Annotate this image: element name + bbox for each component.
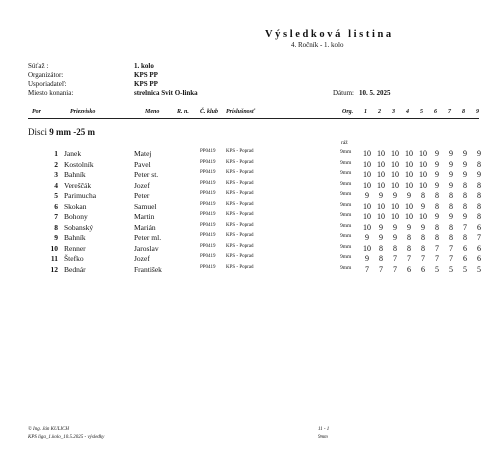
header-series-7: 7 bbox=[448, 109, 451, 115]
row-score-series-1: 9 bbox=[365, 191, 369, 200]
row-rank: 6 bbox=[54, 201, 58, 211]
row-score-series-6: 5 bbox=[435, 264, 439, 274]
row-score-series-8: 6 bbox=[463, 254, 467, 263]
row-score-series-1: 10 bbox=[363, 222, 371, 232]
row-club-number: PP0419 bbox=[200, 264, 216, 270]
row-surname: Kostolník bbox=[64, 159, 94, 169]
row-score-series-6: 8 bbox=[435, 222, 439, 232]
row-rank: 8 bbox=[54, 222, 58, 232]
row-surname: Skokan bbox=[64, 201, 87, 211]
row-affiliation: KPS - Poprad bbox=[226, 222, 254, 228]
discipline-value: 9 mm -25 m bbox=[49, 127, 95, 137]
row-score-series-8: 8 bbox=[463, 233, 467, 242]
footer-left bbox=[28, 426, 104, 442]
header-series-1: 1 bbox=[364, 109, 367, 115]
footer-file: KPS liga_1.kolo_10.5.2025 - výsledky bbox=[28, 435, 105, 440]
row-club-number: PP0419 bbox=[200, 170, 216, 175]
row-score-series-5: 7 bbox=[421, 254, 425, 263]
header-series-4: 4 bbox=[406, 109, 409, 115]
row-club-number: PP0419 bbox=[200, 159, 216, 165]
row-score-series-1: 9 bbox=[365, 254, 369, 263]
row-score-series-4: 8 bbox=[407, 243, 411, 253]
row-score-series-3: 10 bbox=[391, 170, 399, 179]
row-caliber: 9mm bbox=[340, 170, 352, 176]
row-score-series-3: 10 bbox=[391, 212, 399, 221]
row-score-series-9: 6 bbox=[477, 254, 481, 263]
row-score-series-1: 10 bbox=[363, 212, 371, 221]
row-first-name: Peter ml. bbox=[134, 233, 162, 242]
row-first-name: Matej bbox=[134, 149, 152, 158]
header-org: Org. bbox=[342, 109, 354, 115]
row-score-series-9: 9 bbox=[477, 149, 481, 158]
row-score-series-2: 10 bbox=[377, 201, 385, 211]
row-score-series-6: 8 bbox=[435, 191, 439, 200]
row-score-series-3: 7 bbox=[393, 264, 397, 274]
row-affiliation: KPS - Poprad bbox=[226, 149, 254, 154]
row-score-series-3: 9 bbox=[393, 191, 397, 200]
row-first-name: Jaroslav bbox=[134, 243, 159, 253]
row-score-series-1: 10 bbox=[363, 243, 371, 253]
row-caliber: 9mm bbox=[340, 233, 352, 239]
row-score-series-2: 9 bbox=[379, 222, 383, 232]
row-score-series-2: 9 bbox=[379, 191, 383, 200]
row-score-series-1: 10 bbox=[363, 159, 371, 169]
row-score-series-2: 9 bbox=[379, 233, 383, 242]
row-score-series-1: 10 bbox=[363, 149, 371, 158]
row-rank: 12 bbox=[50, 264, 58, 274]
row-score-series-9: 7 bbox=[477, 233, 481, 242]
row-score-series-9: 8 bbox=[477, 212, 481, 221]
header-series-8: 8 bbox=[462, 109, 465, 115]
row-score-series-5: 10 bbox=[419, 180, 427, 190]
row-score-series-3: 8 bbox=[393, 243, 397, 253]
row-score-series-8: 9 bbox=[463, 212, 467, 221]
row-score-series-2: 10 bbox=[377, 159, 385, 169]
row-score-series-4: 10 bbox=[405, 159, 413, 169]
row-rank: 3 bbox=[54, 170, 58, 179]
row-club-number: PP0419 bbox=[200, 212, 216, 217]
row-score-series-3: 9 bbox=[393, 222, 397, 232]
row-score-series-7: 9 bbox=[449, 159, 453, 169]
row-rank: 2 bbox=[54, 159, 58, 169]
row-club-number: PP0419 bbox=[200, 243, 216, 249]
info-value-competition: 1. kolo bbox=[134, 62, 154, 70]
row-score-series-7: 9 bbox=[449, 212, 453, 221]
row-affiliation: KPS - Poprad bbox=[226, 264, 254, 270]
row-score-series-7: 9 bbox=[449, 170, 453, 179]
row-score-series-6: 9 bbox=[435, 212, 439, 221]
row-caliber: 9mm bbox=[340, 264, 352, 271]
row-caliber: 9mm bbox=[340, 254, 352, 260]
date-label: Dátum: bbox=[333, 89, 354, 97]
row-score-series-7: 8 bbox=[449, 191, 453, 200]
row-score-series-4: 10 bbox=[405, 149, 413, 158]
row-surname: Renner bbox=[64, 243, 86, 253]
header-club-number: Č. klub bbox=[200, 109, 219, 115]
row-score-series-5: 10 bbox=[419, 212, 427, 221]
row-affiliation: KPS - Poprad bbox=[226, 180, 254, 186]
row-score-series-4: 7 bbox=[407, 254, 411, 263]
row-score-series-8: 8 bbox=[463, 201, 467, 211]
row-surname: Bednár bbox=[64, 264, 86, 274]
row-rank: 7 bbox=[54, 212, 58, 221]
info-value-organizer: KPS PP bbox=[134, 71, 158, 79]
row-score-series-5: 10 bbox=[419, 159, 427, 169]
row-surname: Janek bbox=[64, 149, 82, 158]
row-affiliation: KPS - Poprad bbox=[226, 233, 254, 238]
row-surname: Parimucha bbox=[64, 191, 97, 200]
footer-page: 11 - 1 bbox=[318, 427, 330, 432]
info-label-host: Usporiadateľ: bbox=[28, 80, 67, 88]
row-score-series-6: 9 bbox=[435, 170, 439, 179]
row-score-series-6: 9 bbox=[435, 159, 439, 169]
row-score-series-4: 10 bbox=[405, 170, 413, 179]
row-score-series-5: 10 bbox=[419, 170, 427, 179]
row-score-series-7: 7 bbox=[449, 254, 453, 263]
row-caliber: 9mm bbox=[340, 212, 352, 218]
row-score-series-7: 7 bbox=[449, 243, 453, 253]
row-club-number: PP0419 bbox=[200, 180, 216, 186]
row-score-series-3: 10 bbox=[391, 149, 399, 158]
row-score-series-1: 10 bbox=[363, 170, 371, 179]
row-score-series-6: 9 bbox=[435, 180, 439, 190]
row-score-series-7: 8 bbox=[449, 222, 453, 232]
row-club-number: PP0419 bbox=[200, 191, 216, 196]
row-score-series-7: 5 bbox=[449, 264, 453, 274]
row-score-series-8: 6 bbox=[463, 243, 467, 253]
row-score-series-5: 9 bbox=[421, 201, 425, 211]
row-score-series-4: 10 bbox=[405, 212, 413, 221]
row-caliber: 9mm bbox=[340, 243, 352, 250]
row-first-name: Pavel bbox=[134, 159, 151, 169]
header-birth-year: R. n. bbox=[177, 109, 189, 115]
row-score-series-9: 8 bbox=[477, 180, 481, 190]
row-score-series-8: 9 bbox=[463, 170, 467, 179]
row-affiliation: KPS - Poprad bbox=[226, 201, 254, 207]
row-score-series-4: 10 bbox=[405, 180, 413, 190]
row-score-series-4: 8 bbox=[407, 233, 411, 242]
row-score-series-3: 7 bbox=[393, 254, 397, 263]
row-club-number: PP0419 bbox=[200, 201, 216, 207]
header-series-2: 2 bbox=[378, 109, 381, 115]
row-surname: Štefko bbox=[64, 254, 84, 263]
row-affiliation: KPS - Poprad bbox=[226, 191, 254, 196]
document-title: Výsledková listina bbox=[265, 29, 394, 40]
info-label-competition: Súťaž : bbox=[28, 62, 49, 70]
row-score-series-5: 8 bbox=[421, 233, 425, 242]
document-subtitle: 4. Ročník - 1. kolo bbox=[291, 41, 344, 49]
row-score-series-1: 10 bbox=[363, 201, 371, 211]
row-score-series-6: 9 bbox=[435, 149, 439, 158]
row-score-series-9: 5 bbox=[477, 264, 481, 274]
row-caliber: 9mm bbox=[340, 149, 352, 155]
header-series-9: 9 bbox=[476, 109, 479, 115]
row-score-series-9: 9 bbox=[477, 170, 481, 179]
row-caliber: 9mm bbox=[340, 191, 352, 197]
row-club-number: PP0419 bbox=[200, 254, 216, 259]
row-first-name: Peter st. bbox=[134, 170, 159, 179]
row-score-series-7: 9 bbox=[449, 180, 453, 190]
row-score-series-6: 7 bbox=[435, 243, 439, 253]
row-surname: Bohony bbox=[64, 212, 88, 221]
row-score-series-9: 8 bbox=[477, 159, 481, 169]
row-score-series-1: 7 bbox=[365, 264, 369, 274]
row-score-series-3: 10 bbox=[391, 159, 399, 169]
row-score-series-4: 9 bbox=[407, 222, 411, 232]
row-caliber: 9mm bbox=[340, 222, 352, 229]
row-score-series-9: 6 bbox=[477, 243, 481, 253]
footer-author: © Ing. Ján KULICH bbox=[28, 427, 70, 432]
row-score-series-7: 8 bbox=[449, 201, 453, 211]
row-score-series-3: 10 bbox=[391, 180, 399, 190]
row-score-series-1: 10 bbox=[363, 180, 371, 190]
row-score-series-7: 8 bbox=[449, 233, 453, 242]
row-score-series-7: 9 bbox=[449, 149, 453, 158]
row-score-series-8: 9 bbox=[463, 159, 467, 169]
row-score-series-5: 9 bbox=[421, 222, 425, 232]
row-score-series-9: 6 bbox=[477, 222, 481, 232]
row-first-name: Samuel bbox=[134, 201, 157, 211]
row-affiliation: KPS - Poprad bbox=[226, 254, 254, 259]
header-series-3: 3 bbox=[392, 109, 395, 115]
row-surname: Bahník bbox=[64, 170, 86, 179]
row-rank: 5 bbox=[54, 191, 58, 200]
row-surname: Bahník bbox=[64, 233, 86, 242]
row-score-series-8: 9 bbox=[463, 149, 467, 158]
header-surname: Priezvisko bbox=[70, 109, 96, 115]
row-first-name: Peter bbox=[134, 191, 150, 200]
info-value-host: KPS PP bbox=[134, 80, 158, 88]
row-surname: Sobanský bbox=[64, 222, 94, 232]
row-first-name: Jozef bbox=[134, 180, 150, 190]
header-affiliation: Príslušnosť bbox=[226, 109, 256, 115]
info-value-venue: strelnica Svit O-linka bbox=[134, 89, 198, 97]
row-caliber: 9mm bbox=[340, 159, 352, 166]
row-rank: 1 bbox=[54, 149, 58, 158]
caliber-header: ráž bbox=[341, 140, 348, 146]
row-rank: 10 bbox=[50, 243, 58, 253]
row-score-series-2: 7 bbox=[379, 264, 383, 274]
row-score-series-2: 10 bbox=[377, 149, 385, 158]
row-rank: 4 bbox=[54, 180, 58, 190]
row-score-series-4: 9 bbox=[407, 191, 411, 200]
row-first-name: František bbox=[134, 264, 162, 274]
header-series-6: 6 bbox=[434, 109, 437, 115]
row-score-series-3: 10 bbox=[391, 201, 399, 211]
row-score-series-4: 10 bbox=[405, 201, 413, 211]
row-score-series-6: 8 bbox=[435, 201, 439, 211]
info-label-organizer: Organizátor: bbox=[28, 71, 64, 79]
info-label-venue: Miesto konania: bbox=[28, 89, 74, 97]
discipline-label: Disci bbox=[28, 127, 47, 137]
row-club-number: PP0419 bbox=[200, 222, 216, 228]
row-score-series-6: 8 bbox=[435, 233, 439, 242]
row-first-name: Jozef bbox=[134, 254, 150, 263]
row-score-series-1: 9 bbox=[365, 233, 369, 242]
row-score-series-4: 6 bbox=[407, 264, 411, 274]
row-score-series-6: 7 bbox=[435, 254, 439, 263]
row-caliber: 9mm bbox=[340, 180, 352, 187]
footer-middle bbox=[318, 426, 329, 442]
row-score-series-2: 10 bbox=[377, 170, 385, 179]
row-score-series-9: 8 bbox=[477, 191, 481, 200]
row-score-series-8: 8 bbox=[463, 191, 467, 200]
row-first-name: Marián bbox=[134, 222, 156, 232]
footer-caliber: 9mm bbox=[318, 435, 328, 440]
row-score-series-8: 7 bbox=[463, 222, 467, 232]
row-surname: Vereščák bbox=[64, 180, 92, 190]
row-caliber: 9mm bbox=[340, 201, 352, 208]
date-value: 10. 5. 2025 bbox=[359, 89, 391, 97]
header-series-5: 5 bbox=[420, 109, 423, 115]
row-score-series-9: 8 bbox=[477, 201, 481, 211]
row-score-series-8: 8 bbox=[463, 180, 467, 190]
row-score-series-5: 8 bbox=[421, 191, 425, 200]
row-score-series-8: 5 bbox=[463, 264, 467, 274]
row-score-series-5: 8 bbox=[421, 243, 425, 253]
header-rank: Por bbox=[32, 109, 41, 115]
row-score-series-2: 8 bbox=[379, 254, 383, 263]
row-affiliation: KPS - Poprad bbox=[226, 170, 254, 175]
row-rank: 11 bbox=[50, 254, 58, 263]
row-score-series-2: 8 bbox=[379, 243, 383, 253]
row-affiliation: KPS - Poprad bbox=[226, 212, 254, 217]
row-first-name: Martin bbox=[134, 212, 155, 221]
row-affiliation: KPS - Poprad bbox=[226, 243, 254, 249]
row-score-series-5: 6 bbox=[421, 264, 425, 274]
row-rank: 9 bbox=[54, 233, 58, 242]
row-club-number: PP0419 bbox=[200, 233, 216, 238]
row-score-series-5: 10 bbox=[419, 149, 427, 158]
row-score-series-3: 9 bbox=[393, 233, 397, 242]
header-first-name: Meno bbox=[145, 109, 160, 115]
row-affiliation: KPS - Poprad bbox=[226, 159, 254, 165]
row-club-number: PP0419 bbox=[200, 149, 216, 154]
row-score-series-2: 10 bbox=[377, 212, 385, 221]
row-score-series-2: 10 bbox=[377, 180, 385, 190]
